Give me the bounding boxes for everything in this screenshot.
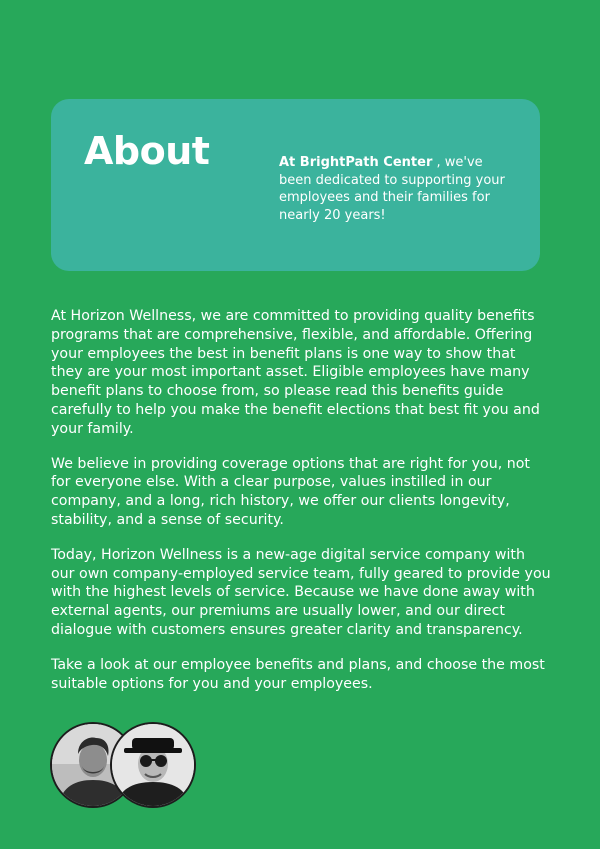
brand-name: At BrightPath Center	[279, 155, 433, 170]
person-with-hat-photo-icon	[112, 724, 194, 806]
body-text	[51, 307, 551, 709]
avatar-group	[50, 722, 200, 812]
paragraph-intro: At Horizon Wellness, we are committed to providing quality benefits programs that are comprehensive, flexible, and affordable. Offering your employees the best in benefit plans is one way to show that they are your most important asset. Eligible employees have many benefit plans to choose from, so please read this benefits guide carefully to help you make the benefit elections that best fit you and your family.	[51, 308, 540, 437]
about-card	[51, 99, 540, 271]
tagline-text: , we've been dedicated to supporting your employees and their families for nearly 20 years!	[279, 155, 505, 223]
avatar	[110, 722, 196, 808]
about-tagline	[279, 154, 511, 224]
paragraph-company: Today, Horizon Wellness is a new-age digital service company with our own company-employed service team, fully geared to provide you with the highest levels of service. Because we have done away with external agents, our premiums are usually lower, and our direct dialogue with customers ensures greater clarity and transparency.	[51, 546, 551, 638]
about-title: About	[84, 129, 210, 173]
paragraph-call-to-action: Take a look at our employee benefits and plans, and choose the most suitable options for you and your employees.	[51, 656, 545, 692]
paragraph-coverage: We believe in providing coverage options that are right for you, not for everyone else. With a clear purpose, values instilled in our company, and a long, rich history, we offer our clients longevity, stability, and a sense of security.	[51, 455, 530, 528]
